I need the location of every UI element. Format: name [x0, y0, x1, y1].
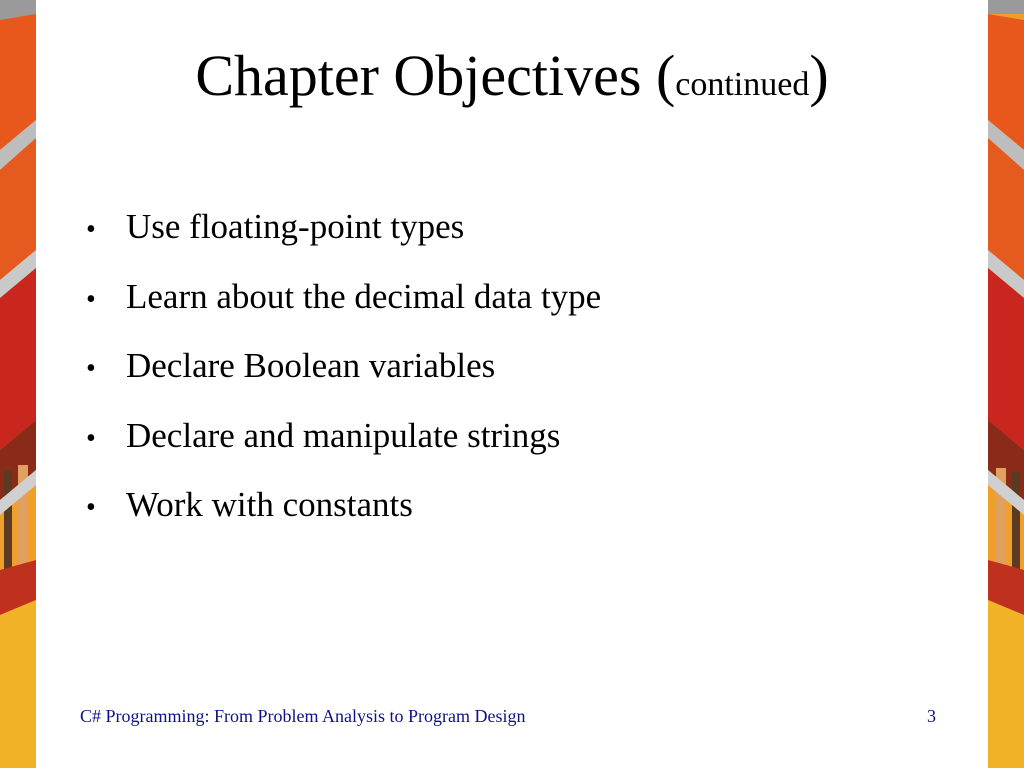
list-item	[86, 202, 601, 255]
footer-book-title: C# Programming: From Problem Analysis to Program Design	[80, 706, 526, 726]
objectives-list	[86, 202, 601, 550]
bullet-icon: •	[86, 422, 96, 454]
right-facade-image	[988, 0, 1024, 768]
page-number: 3	[927, 706, 936, 726]
list-item	[86, 341, 601, 394]
slide-title	[36, 40, 988, 121]
list-item-text: Declare Boolean variables	[126, 346, 496, 385]
list-item-text: Declare and manipulate strings	[126, 415, 561, 455]
left-facade-image	[0, 0, 36, 768]
list-item-text: Work with constants	[126, 485, 413, 524]
list-item	[86, 480, 601, 533]
list-item	[86, 272, 601, 325]
list-item	[86, 411, 601, 464]
list-item-text: Learn about the decimal data type	[126, 276, 602, 316]
list-item-text: Use floating-point types	[126, 207, 465, 246]
title-continued: continued	[675, 66, 810, 103]
bullet-icon: •	[86, 353, 96, 384]
title-close-paren: )	[809, 43, 829, 108]
bullet-icon: •	[86, 492, 96, 523]
title-main: Chapter Objectives (	[195, 43, 676, 108]
bullet-icon: •	[86, 283, 96, 315]
bullet-icon: •	[86, 214, 96, 245]
